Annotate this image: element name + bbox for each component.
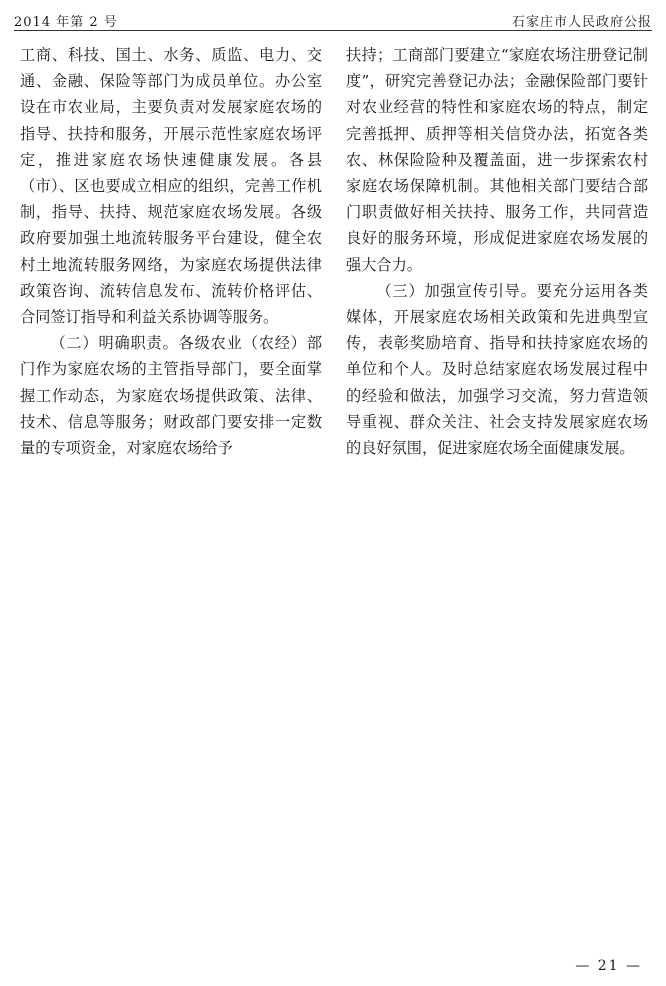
running-header — [14, 8, 652, 31]
issue-label: 2014 年第 2 号 — [14, 15, 118, 30]
section-paragraph: （二）明确职责。各级农业（农经）部门作为家庭农场的主管指导部门，要全面掌握工作动态，为家庭农场提供政策、法律、技术、信息等服务；财政部门要安排一定数量的专项资金，对家庭农场给予 — [20, 334, 322, 458]
paragraph: 扶持；工商部门要建立“家庭农场注册登记制度”，研究完善登记办法；金融保险部门要针对农业经营的特性和家庭农场的特点，制定完善抵押、质押等相关信贷办法，拓宽各类农、林保险险种及覆盖面，进一步探索农村家庭农场保障机制。其他相关部门要结合部门职责做好相关扶持、服务工作，共同营造良好的服务环境，形成促进家庭农场发展的强大合力。 — [346, 46, 648, 274]
right-column — [346, 42, 648, 461]
left-column — [20, 42, 322, 461]
publication-title: 石家庄市人民政府公报 — [511, 15, 652, 30]
page-number: — 21 — — [575, 958, 642, 974]
paragraph: 工商、科技、国土、水务、质监、电力、交通、金融、保险等部门为成员单位。办公室设在市农业局，主要负责对发展家庭农场的指导、扶持和服务，开展示范性家庭农场评定，推进家庭农场快速健康发展。各县（市）、区也要成立相应的组织，完善工作机制，指导、扶持、规范家庭农场发展。各级政府要加强土地流转服务平台建设，健全农村土地流转服务网络，为家庭农场提供法律政策咨询、流转信息发布、流转价格评估、合同签订指导和利益关系协调等服务。 — [20, 46, 322, 327]
section-paragraph: （三）加强宣传引导。要充分运用各类媒体，开展家庭农场相关政策和先进典型宣传，表彰奖励培育、指导和扶持家庭农场的单位和个人。及时总结家庭农场发展过程中的经验和做法，加强学习交流，努力营造领导重视、群众关注、社会支持发展家庭农场的良好氛围，促进家庭农场全面健康发展。 — [346, 281, 648, 458]
